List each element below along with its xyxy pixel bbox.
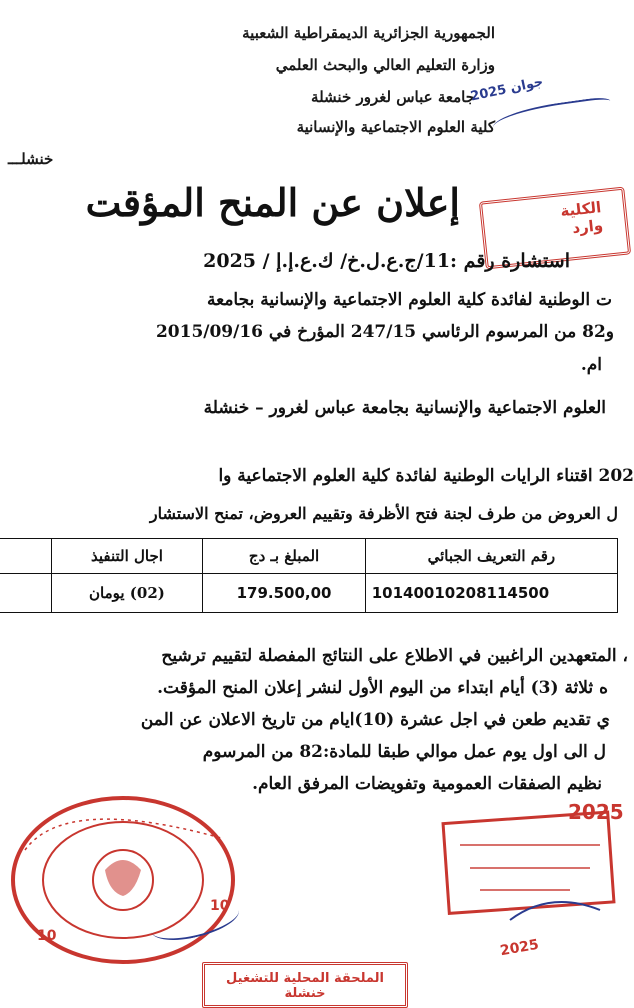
date-stamp: جوان 2025 <box>469 74 545 105</box>
footer-line-1: ، المتعهدين الراغبين في الاطلاع على النتائج المفصلة لتقييم ترشيح <box>161 646 628 666</box>
body-line-c: ام. <box>580 355 602 375</box>
award-table <box>0 538 618 613</box>
table-cell-amount: 179.500,00 <box>203 574 365 613</box>
footer-line-4: ل الى اول يوم عمل موالي طبقا للمادة:82 من المرسوم <box>202 742 606 762</box>
table-header-tax-id: رقم التعريف الجبائي <box>365 539 617 574</box>
incoming-stamp-text: الكلية وارد <box>559 198 604 238</box>
svg-text:10: 10 <box>37 928 57 944</box>
table-cell-extra <box>0 574 51 613</box>
right-stamp-year: 2025 <box>568 800 624 824</box>
table-cell-tax-id: 10140010208114500 <box>365 574 617 613</box>
table-cell-deadline: (02) يومان <box>51 574 203 613</box>
body-line-a: ت الوطنية لفائدة كلية العلوم الاجتماعية والإنسانية بجامعة <box>207 290 612 310</box>
body-line-b: و82 من المرسوم الرئاسي 247/15 المؤرخ في 2015/09/16 <box>155 322 614 342</box>
header-faculty: كلية العلوم الاجتماعية والإنسانية <box>296 118 495 136</box>
table-header-extra <box>0 539 51 574</box>
body-line-d: العلوم الاجتماعية والإنسانية بجامعة عباس لغرور – خنشلة <box>203 398 606 418</box>
employment-agency-stamp-text: الملحقة المحلية للتشغيل خنشلة <box>226 971 384 1001</box>
header-university: جامعة عباس لغرور خنشلة <box>311 88 475 106</box>
reference-line: استشارة رقم :11/ج.ع.ل.خ/ ك.ع.إ.إ / 2025 <box>203 250 570 272</box>
header-republic: الجمهورية الجزائرية الديمقراطية الشعبية <box>242 24 495 42</box>
svg-text:10: 10 <box>210 898 230 914</box>
employment-agency-stamp <box>202 962 408 1008</box>
official-seal-icon <box>5 790 240 965</box>
bottom-date-mark: 2025 <box>498 936 541 960</box>
header-ministry: وزارة التعليم العالي والبحث العلمي <box>275 56 495 74</box>
body-line-f: ل العروض من طرف لجنة فتح الأظرفة وتقييم العروض، تمنح الاستشار <box>149 504 618 523</box>
table-row <box>0 574 618 613</box>
table-header-row <box>0 539 618 574</box>
footer-line-2: ه ثلاثة (3) أيام ابتداء من اليوم الأول لنشر إعلان المنح المؤقت. <box>157 678 608 698</box>
footer-line-5: نظيم الصفقات العمومية وتفويضات المرفق العام. <box>252 774 602 794</box>
page-title: إعلان عن المنح المؤقت <box>85 180 460 225</box>
ink-scribble <box>491 96 613 138</box>
footer-line-3: ي تقديم طعن في اجل عشرة (10)ايام من تاريخ الاعلان عن المن <box>140 710 610 730</box>
table-header-amount: المبلغ بـ دج <box>203 539 365 574</box>
table-header-deadline: اجال التنفيذ <box>51 539 203 574</box>
body-line-e: 202 اقتناء الرايات الوطنية لفائدة كلية العلوم الاجتماعية وا <box>218 466 634 486</box>
header-city: خنشلـــ <box>8 150 54 168</box>
